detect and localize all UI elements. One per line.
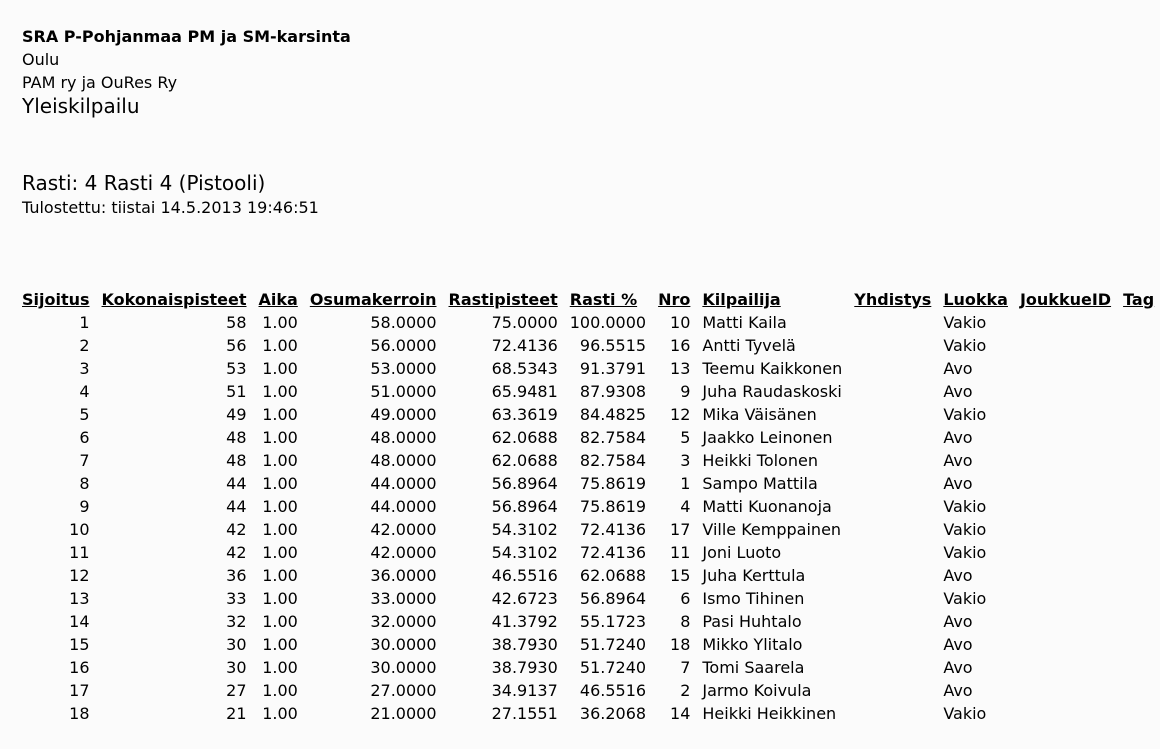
cell-osumakerroin: 30.0000: [370, 635, 437, 654]
cell-aika: 1.00: [262, 474, 298, 493]
cell-kokonaispisteet: 44: [226, 474, 247, 493]
cell-nro: 12: [670, 405, 691, 424]
table-row: [16, 702, 1160, 725]
cell-aika: 1.00: [262, 612, 298, 631]
cell-kokonaispisteet: 30: [226, 658, 247, 677]
cell-kokonaispisteet: 48: [226, 451, 247, 470]
table-row: [16, 380, 1160, 403]
cell-sijoitus: 10: [69, 520, 90, 539]
cell-osumakerroin: 36.0000: [370, 566, 437, 585]
cell-luokka: Avo: [943, 658, 973, 677]
cell-kokonaispisteet: 53: [226, 359, 247, 378]
col-header-tag: Tag: [1123, 290, 1155, 309]
cell-aika: 1.00: [262, 520, 298, 539]
cell-yhdistys: [848, 472, 937, 495]
cell-kilpailija: Sampo Mattila: [702, 474, 818, 493]
col-header-luokka: Luokka: [943, 290, 1008, 309]
cell-kilpailija: Juha Raudaskoski: [702, 382, 842, 401]
cell-kokonaispisteet: 42: [226, 543, 247, 562]
cell-aika: 1.00: [262, 658, 298, 677]
cell-kilpailija: Mika Väisänen: [702, 405, 817, 424]
cell-kokonaispisteet: 30: [226, 635, 247, 654]
stage-info: [22, 170, 319, 220]
cell-sijoitus: 11: [69, 543, 90, 562]
results-header-row: [16, 288, 1160, 311]
cell-yhdistys: [848, 587, 937, 610]
organizer: PAM ry ja OuRes Ry: [22, 73, 178, 92]
cell-aika: 1.00: [262, 704, 298, 723]
table-row: [16, 472, 1160, 495]
cell-luokka: Vakio: [943, 313, 987, 332]
cell-nro: 11: [670, 543, 691, 562]
table-row: [16, 426, 1160, 449]
cell-aika: 1.00: [262, 405, 298, 424]
cell-luokka: Avo: [943, 428, 973, 447]
cell-aika: 1.00: [262, 428, 298, 447]
cell-aika: 1.00: [262, 681, 298, 700]
cell-luokka: Avo: [943, 635, 973, 654]
cell-yhdistys: [848, 610, 937, 633]
cell-yhdistys: [848, 495, 937, 518]
cell-kilpailija: Pasi Huhtalo: [702, 612, 802, 631]
cell-joukkueid: [1014, 587, 1117, 610]
cell-rasti-pct: 91.3791: [579, 359, 647, 378]
cell-luokka: Avo: [943, 474, 973, 493]
cell-sijoitus: 14: [69, 612, 90, 631]
col-header-yhdistys: Yhdistys: [854, 290, 932, 309]
cell-aika: 1.00: [262, 382, 298, 401]
cell-sijoitus: 3: [79, 359, 90, 378]
cell-luokka: Vakio: [943, 405, 987, 424]
cell-joukkueid: [1014, 633, 1117, 656]
cell-rasti-pct: 82.7584: [579, 451, 647, 470]
cell-luokka: Avo: [943, 681, 973, 700]
cell-nro: 1: [680, 474, 691, 493]
cell-tag: [1117, 426, 1160, 449]
cell-tag: [1117, 656, 1160, 679]
cell-luokka: Avo: [943, 566, 973, 585]
cell-sijoitus: 7: [79, 451, 90, 470]
cell-rastipisteet: 63.3619: [491, 405, 558, 424]
table-row: [16, 587, 1160, 610]
cell-rasti-pct: 51.7240: [579, 658, 647, 677]
cell-nro: 8: [680, 612, 691, 631]
table-row: [16, 357, 1160, 380]
cell-kilpailija: Jaakko Leinonen: [702, 428, 833, 447]
cell-aika: 1.00: [262, 589, 298, 608]
cell-aika: 1.00: [262, 336, 298, 355]
cell-sijoitus: 8: [79, 474, 90, 493]
cell-aika: 1.00: [262, 566, 298, 585]
cell-sijoitus: 4: [79, 382, 90, 401]
cell-yhdistys: [848, 380, 937, 403]
col-header-rasti-pct: Rasti %: [569, 290, 638, 309]
cell-joukkueid: [1014, 426, 1117, 449]
col-header-kilpailija: Kilpailija: [702, 290, 781, 309]
cell-rasti-pct: 36.2068: [579, 704, 647, 723]
cell-kilpailija: Heikki Tolonen: [702, 451, 818, 470]
cell-rasti-pct: 96.5515: [579, 336, 647, 355]
col-header-aika: Aika: [258, 290, 298, 309]
cell-yhdistys: [848, 311, 937, 334]
cell-nro: 4: [680, 497, 691, 516]
table-row: [16, 679, 1160, 702]
cell-kilpailija: Jarmo Koivula: [702, 681, 812, 700]
cell-sijoitus: 2: [79, 336, 90, 355]
cell-nro: 17: [670, 520, 691, 539]
cell-rastipisteet: 62.0688: [491, 428, 558, 447]
cell-rastipisteet: 46.5516: [491, 566, 558, 585]
cell-tag: [1117, 449, 1160, 472]
cell-kilpailija: Ismo Tihinen: [702, 589, 805, 608]
cell-tag: [1117, 518, 1160, 541]
cell-tag: [1117, 357, 1160, 380]
table-row: [16, 403, 1160, 426]
cell-kokonaispisteet: 33: [226, 589, 247, 608]
cell-rastipisteet: 75.0000: [491, 313, 558, 332]
cell-nro: 7: [680, 658, 691, 677]
cell-kokonaispisteet: 48: [226, 428, 247, 447]
cell-luokka: Avo: [943, 382, 973, 401]
cell-rastipisteet: 34.9137: [491, 681, 558, 700]
cell-luokka: Avo: [943, 612, 973, 631]
cell-rasti-pct: 84.4825: [579, 405, 647, 424]
cell-joukkueid: [1014, 702, 1117, 725]
cell-rasti-pct: 56.8964: [579, 589, 647, 608]
cell-joukkueid: [1014, 495, 1117, 518]
table-row: [16, 449, 1160, 472]
cell-tag: [1117, 403, 1160, 426]
cell-yhdistys: [848, 702, 937, 725]
cell-luokka: Avo: [943, 359, 973, 378]
cell-yhdistys: [848, 679, 937, 702]
cell-kokonaispisteet: 32: [226, 612, 247, 631]
report-header: [22, 25, 351, 118]
cell-luokka: Vakio: [943, 543, 987, 562]
cell-aika: 1.00: [262, 313, 298, 332]
cell-sijoitus: 16: [69, 658, 90, 677]
cell-sijoitus: 18: [69, 704, 90, 723]
cell-yhdistys: [848, 541, 937, 564]
cell-aika: 1.00: [262, 543, 298, 562]
cell-kilpailija: Matti Kaila: [702, 313, 787, 332]
table-row: [16, 518, 1160, 541]
cell-osumakerroin: 58.0000: [370, 313, 437, 332]
cell-yhdistys: [848, 564, 937, 587]
cell-rastipisteet: 38.7930: [491, 635, 558, 654]
cell-tag: [1117, 495, 1160, 518]
cell-sijoitus: 13: [69, 589, 90, 608]
cell-kilpailija: Mikko Ylitalo: [702, 635, 803, 654]
printed-timestamp: Tulostettu: tiistai 14.5.2013 19:46:51: [22, 198, 319, 217]
cell-kilpailija: Juha Kerttula: [702, 566, 806, 585]
cell-yhdistys: [848, 449, 937, 472]
cell-kokonaispisteet: 58: [226, 313, 247, 332]
cell-rasti-pct: 62.0688: [579, 566, 647, 585]
cell-joukkueid: [1014, 656, 1117, 679]
cell-tag: [1117, 541, 1160, 564]
cell-rastipisteet: 54.3102: [491, 543, 558, 562]
cell-kilpailija: Joni Luoto: [702, 543, 782, 562]
cell-kilpailija: Matti Kuonanoja: [702, 497, 832, 516]
cell-rasti-pct: 51.7240: [579, 635, 647, 654]
cell-rastipisteet: 72.4136: [491, 336, 558, 355]
table-row: [16, 495, 1160, 518]
cell-joukkueid: [1014, 541, 1117, 564]
cell-rastipisteet: 68.5343: [491, 359, 558, 378]
cell-rasti-pct: 82.7584: [579, 428, 647, 447]
cell-tag: [1117, 564, 1160, 587]
cell-kokonaispisteet: 36: [226, 566, 247, 585]
cell-luokka: Vakio: [943, 336, 987, 355]
cell-joukkueid: [1014, 472, 1117, 495]
col-header-osumakerroin: Osumakerroin: [309, 290, 437, 309]
cell-rastipisteet: 38.7930: [491, 658, 558, 677]
cell-osumakerroin: 33.0000: [370, 589, 437, 608]
table-row: [16, 334, 1160, 357]
cell-sijoitus: 6: [79, 428, 90, 447]
cell-yhdistys: [848, 633, 937, 656]
cell-joukkueid: [1014, 610, 1117, 633]
cell-rasti-pct: 100.0000: [569, 313, 647, 332]
stage-title: Rasti: 4 Rasti 4 (Pistooli): [22, 171, 266, 195]
cell-rastipisteet: 62.0688: [491, 451, 558, 470]
cell-osumakerroin: 27.0000: [370, 681, 437, 700]
cell-rasti-pct: 55.1723: [579, 612, 647, 631]
cell-osumakerroin: 30.0000: [370, 658, 437, 677]
cell-rastipisteet: 27.1551: [491, 704, 558, 723]
table-row: [16, 610, 1160, 633]
cell-tag: [1117, 702, 1160, 725]
cell-sijoitus: 5: [79, 405, 90, 424]
cell-tag: [1117, 610, 1160, 633]
table-row: [16, 564, 1160, 587]
cell-joukkueid: [1014, 380, 1117, 403]
cell-nro: 16: [670, 336, 691, 355]
cell-rastipisteet: 54.3102: [491, 520, 558, 539]
cell-joukkueid: [1014, 334, 1117, 357]
cell-joukkueid: [1014, 357, 1117, 380]
table-row: [16, 633, 1160, 656]
cell-nro: 14: [670, 704, 691, 723]
cell-osumakerroin: 49.0000: [370, 405, 437, 424]
cell-sijoitus: 17: [69, 681, 90, 700]
cell-rasti-pct: 72.4136: [579, 520, 647, 539]
cell-luokka: Avo: [943, 451, 973, 470]
cell-rastipisteet: 65.9481: [491, 382, 558, 401]
cell-kilpailija: Ville Kemppainen: [702, 520, 842, 539]
cell-sijoitus: 12: [69, 566, 90, 585]
cell-aika: 1.00: [262, 451, 298, 470]
col-header-joukkueid: JoukkueID: [1019, 290, 1112, 309]
results-table: [16, 288, 1160, 725]
cell-rastipisteet: 56.8964: [491, 474, 558, 493]
cell-kilpailija: Tomi Saarela: [702, 658, 805, 677]
cell-sijoitus: 9: [79, 497, 90, 516]
cell-kilpailija: Antti Tyvelä: [702, 336, 796, 355]
cell-kokonaispisteet: 51: [226, 382, 247, 401]
col-header-kokonaispisteet: Kokonaispisteet: [101, 290, 247, 309]
cell-nro: 5: [680, 428, 691, 447]
cell-yhdistys: [848, 357, 937, 380]
cell-nro: 15: [670, 566, 691, 585]
cell-luokka: Vakio: [943, 589, 987, 608]
cell-rasti-pct: 87.9308: [579, 382, 647, 401]
cell-osumakerroin: 56.0000: [370, 336, 437, 355]
cell-sijoitus: 15: [69, 635, 90, 654]
cell-rasti-pct: 75.8619: [579, 474, 647, 493]
cell-osumakerroin: 42.0000: [370, 543, 437, 562]
table-row: [16, 311, 1160, 334]
cell-nro: 18: [670, 635, 691, 654]
cell-osumakerroin: 48.0000: [370, 428, 437, 447]
cell-rastipisteet: 42.6723: [491, 589, 558, 608]
cell-rastipisteet: 41.3792: [491, 612, 558, 631]
col-header-nro: Nro: [658, 290, 691, 309]
cell-yhdistys: [848, 426, 937, 449]
cell-kilpailija: Teemu Kaikkonen: [702, 359, 843, 378]
cell-aika: 1.00: [262, 635, 298, 654]
cell-tag: [1117, 633, 1160, 656]
cell-osumakerroin: 32.0000: [370, 612, 437, 631]
cell-osumakerroin: 51.0000: [370, 382, 437, 401]
cell-osumakerroin: 48.0000: [370, 451, 437, 470]
cell-nro: 9: [680, 382, 691, 401]
cell-kokonaispisteet: 21: [226, 704, 247, 723]
cell-luokka: Vakio: [943, 497, 987, 516]
cell-osumakerroin: 21.0000: [370, 704, 437, 723]
cell-yhdistys: [848, 403, 937, 426]
cell-luokka: Vakio: [943, 520, 987, 539]
cell-nro: 2: [680, 681, 691, 700]
cell-rasti-pct: 46.5516: [579, 681, 647, 700]
cell-tag: [1117, 311, 1160, 334]
cell-yhdistys: [848, 518, 937, 541]
competition-location: Oulu: [22, 50, 60, 69]
cell-osumakerroin: 42.0000: [370, 520, 437, 539]
cell-nro: 10: [670, 313, 691, 332]
cell-kokonaispisteet: 49: [226, 405, 247, 424]
cell-rasti-pct: 75.8619: [579, 497, 647, 516]
table-row: [16, 541, 1160, 564]
table-row: [16, 656, 1160, 679]
cell-kokonaispisteet: 56: [226, 336, 247, 355]
cell-tag: [1117, 587, 1160, 610]
cell-osumakerroin: 44.0000: [370, 474, 437, 493]
cell-osumakerroin: 44.0000: [370, 497, 437, 516]
cell-joukkueid: [1014, 518, 1117, 541]
col-header-sijoitus: Sijoitus: [22, 290, 90, 309]
cell-joukkueid: [1014, 449, 1117, 472]
cell-joukkueid: [1014, 403, 1117, 426]
cell-kokonaispisteet: 27: [226, 681, 247, 700]
cell-joukkueid: [1014, 311, 1117, 334]
cell-nro: 13: [670, 359, 691, 378]
cell-kilpailija: Heikki Heikkinen: [702, 704, 837, 723]
cell-sijoitus: 1: [79, 313, 90, 332]
cell-tag: [1117, 472, 1160, 495]
cell-yhdistys: [848, 656, 937, 679]
cell-kokonaispisteet: 42: [226, 520, 247, 539]
cell-rastipisteet: 56.8964: [491, 497, 558, 516]
cell-nro: 3: [680, 451, 691, 470]
cell-aika: 1.00: [262, 497, 298, 516]
cell-aika: 1.00: [262, 359, 298, 378]
col-header-rastipisteet: Rastipisteet: [448, 290, 558, 309]
cell-joukkueid: [1014, 679, 1117, 702]
cell-tag: [1117, 679, 1160, 702]
cell-luokka: Vakio: [943, 704, 987, 723]
cell-yhdistys: [848, 334, 937, 357]
competition-name: SRA P-Pohjanmaa PM ja SM-karsinta: [22, 27, 351, 46]
cell-tag: [1117, 380, 1160, 403]
cell-osumakerroin: 53.0000: [370, 359, 437, 378]
cell-joukkueid: [1014, 564, 1117, 587]
competition-category: Yleiskilpailu: [22, 94, 140, 118]
cell-tag: [1117, 334, 1160, 357]
cell-kokonaispisteet: 44: [226, 497, 247, 516]
cell-rasti-pct: 72.4136: [579, 543, 647, 562]
cell-nro: 6: [680, 589, 691, 608]
